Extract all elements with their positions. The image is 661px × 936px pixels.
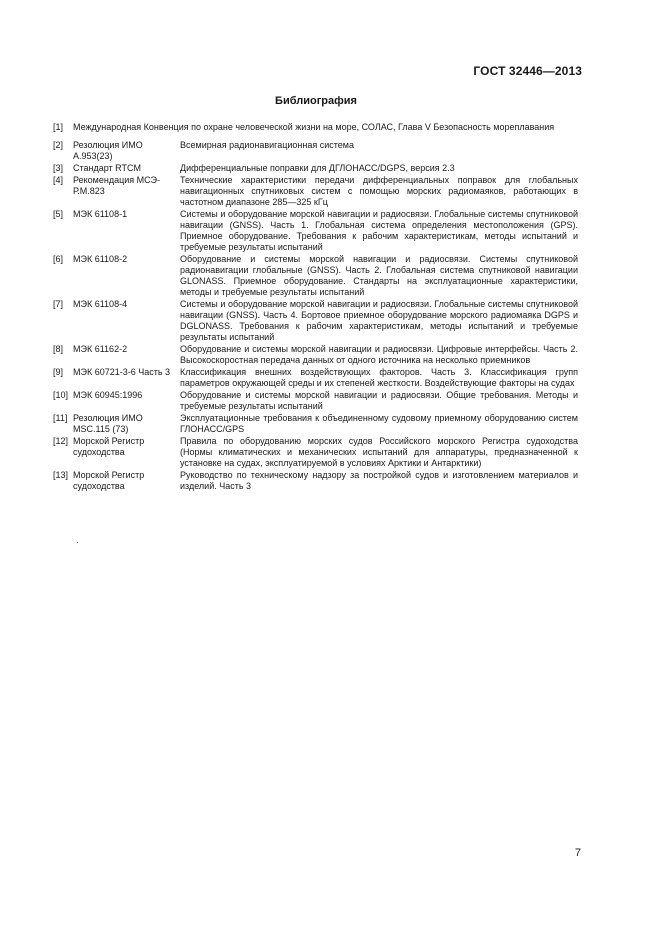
entry-description: Оборудование и системы морской навигации и радиосвязи. Системы спутниковой радионавигации глобальные (GNSS). Часть 2. Глобальная система спутниковой навигации GLONASS. Приемное оборудование. Стандарты на эксплуатационные характеристики, методы и требуемые результаты испытаний bbox=[180, 254, 578, 297]
entry-source: Морской Регистр судоходства bbox=[73, 436, 145, 457]
entry-number: [6] bbox=[53, 254, 64, 264]
entry-description: Технические характеристики передачи дифференциальных поправок для глобальных навигационных спутниковых систем с помощью морских радиомаяков, работающих в частотном диапазоне 285—325 кГц bbox=[180, 175, 578, 207]
entry-number: [1] bbox=[53, 122, 64, 132]
bibliography-entry bbox=[53, 299, 578, 343]
page-number: 7 bbox=[574, 847, 581, 859]
entry-number: [5] bbox=[53, 209, 64, 219]
bibliography-entry bbox=[53, 470, 578, 492]
bibliography-entry bbox=[53, 390, 578, 412]
entry-description: Руководство по техническому надзору за постройкой судов и изготовлением материалов и изделий. Часть 3 bbox=[180, 470, 578, 491]
entry-number: [2] bbox=[53, 140, 64, 150]
bibliography-entry bbox=[53, 122, 578, 133]
bibliography-list bbox=[53, 122, 578, 493]
entry-source: МЭК 60721-3-6 Часть 3 bbox=[73, 367, 171, 377]
entry-source: Морской Регистр судоходства bbox=[73, 470, 145, 491]
bibliography-entry bbox=[53, 209, 578, 253]
entry-source: Стандарт RTCM bbox=[73, 163, 142, 173]
bibliography-entry bbox=[53, 175, 578, 208]
entry-source: Резолюция ИМО MSC.115 (73) bbox=[73, 413, 143, 434]
entry-description: Оборудование и системы морской навигации и радиосвязи. Цифровые интерфейсы. Часть 2. Высокоскоростная передача данных от одного источника на несколько приемников bbox=[180, 344, 578, 365]
entry-number: [7] bbox=[53, 299, 64, 309]
bibliography-entry bbox=[53, 413, 578, 435]
entry-number: [8] bbox=[53, 344, 64, 354]
entry-description: Эксплуатационные требования к объединенному судовому приемному оборудованию систем ГЛОНАСС/GPS bbox=[180, 413, 578, 434]
entry-number: [9] bbox=[53, 367, 64, 377]
trailing-mark: . bbox=[76, 535, 79, 545]
entry-description: Всемирная радионавигационная система bbox=[180, 140, 355, 150]
entry-source: МЭК 60945:1996 bbox=[73, 390, 143, 400]
entry-source: Рекомендация МСЭ-Р.М.823 bbox=[73, 175, 160, 196]
entry-description: Системы и оборудование морской навигации и радиосвязи. Глобальные системы спутниковой навигации (GNSS). Часть 4. Бортовое приемное оборудование морского радиомаяка DGPS и DGLONASS. Требования к рабочим характеристикам, методы испытаний и требуемые результаты испытаний bbox=[180, 299, 578, 342]
entry-source: Резолюция ИМО А.953(23) bbox=[73, 140, 143, 161]
entry-description: Дифференциальные поправки для ДГЛОНАСС/DGPS, версия 2.3 bbox=[180, 163, 455, 173]
bibliography-entry bbox=[53, 163, 578, 174]
entry-description: Системы и оборудование морской навигации и радиосвязи. Глобальные системы спутниковой навигации (GNSS). Часть 1. Глобальная система определения местоположения (GPS). Приемное оборудование. Требования к рабочим характеристикам, методы испытаний и требуемые результаты испытаний bbox=[180, 209, 578, 252]
entry-number: [3] bbox=[53, 163, 64, 173]
entry-source: МЭК 61108-2 bbox=[73, 254, 128, 264]
page-title: Библиография bbox=[275, 95, 357, 107]
entry-text: Международная Конвенция по охране человеческой жизни на море, СОЛАС, Глава V Безопасность мореплавания bbox=[73, 122, 555, 132]
entry-source: МЭК 61162-2 bbox=[73, 344, 128, 354]
entry-description: Оборудование и системы морской навигации и радиосвязи. Общие требования. Методы и требуемые результаты испытаний bbox=[180, 390, 578, 411]
entry-number: [11] bbox=[53, 413, 68, 423]
entry-source: МЭК 61108-1 bbox=[73, 209, 128, 219]
entry-description: Правила по оборудованию морских судов Российского морского Регистра судоходства (Нормы климатических и механических испытаний для аппаратуры, предназначенной к установке на судах, эксплуатируемой в условиях Арктики и Антарктики) bbox=[180, 436, 578, 468]
entry-source: МЭК 61108-4 bbox=[73, 299, 128, 309]
bibliography-entry bbox=[53, 367, 578, 389]
bibliography-entry bbox=[53, 344, 578, 366]
document-code: ГОСТ 32446—2013 bbox=[473, 64, 582, 78]
entry-number: [4] bbox=[53, 175, 64, 185]
entry-description: Классификация внешних воздействующих факторов. Часть 3. Классификация групп параметров окружающей среды и их степеней жесткости. Воздействующие факторы на судах bbox=[180, 367, 578, 388]
entry-number: [12] bbox=[53, 436, 69, 446]
bibliography-entry bbox=[53, 254, 578, 298]
bibliography-entry bbox=[53, 140, 578, 162]
entry-number: [10] bbox=[53, 390, 69, 400]
bibliography-entry bbox=[53, 436, 578, 469]
entry-number: [13] bbox=[53, 470, 69, 480]
